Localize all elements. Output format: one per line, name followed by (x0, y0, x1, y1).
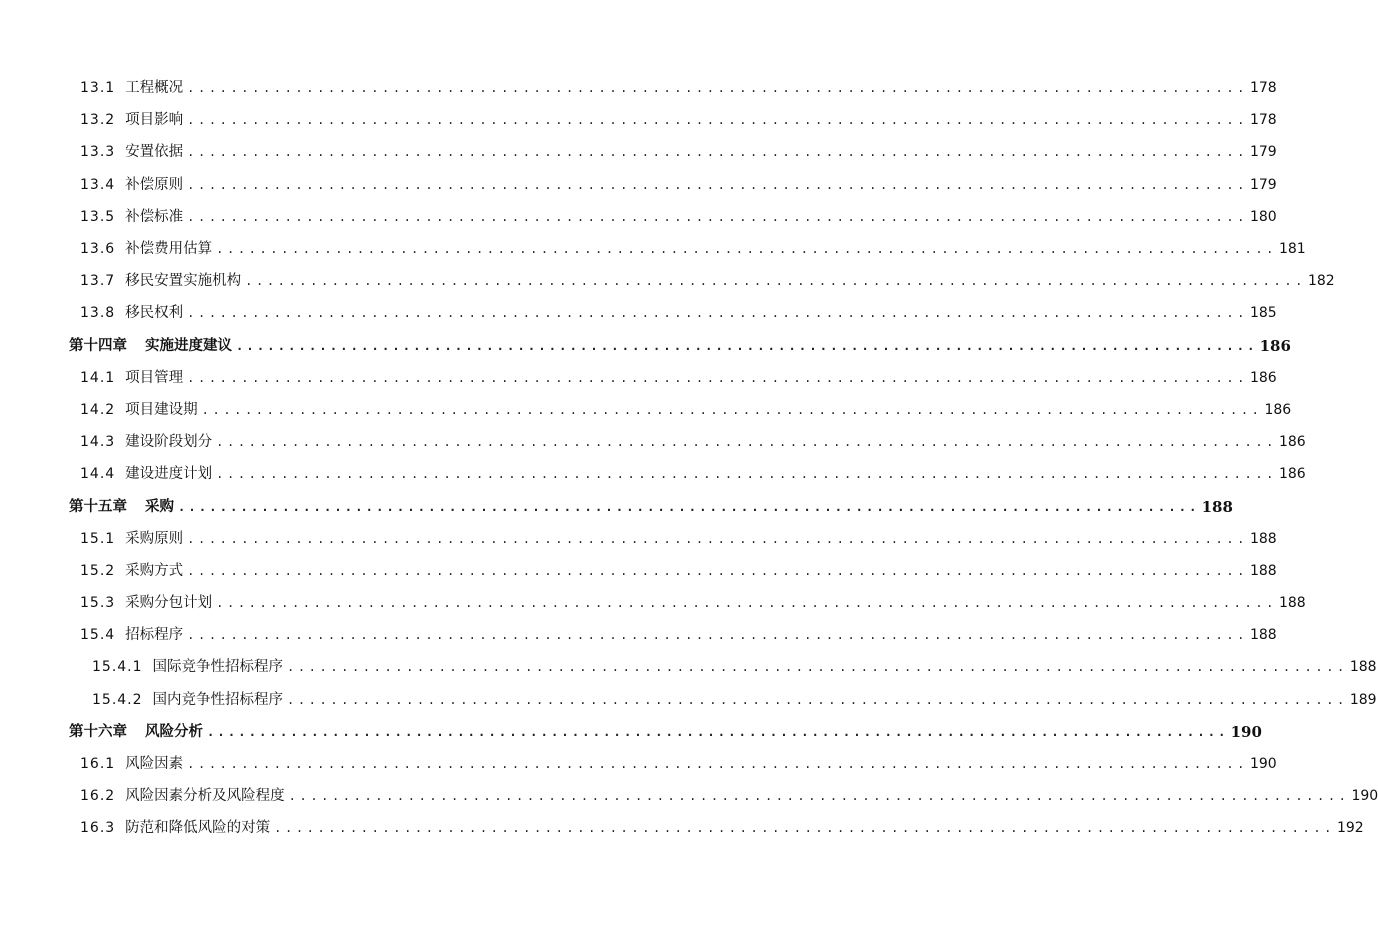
toc-dot-leader: .................................................................................................. (216, 596, 1277, 611)
toc-dot-leader: .................................................................................................. (216, 435, 1277, 450)
toc-entry-page: 188 (1249, 627, 1277, 644)
toc-chapter-page: 188 (1201, 497, 1233, 516)
toc-entry-number: 16.2 (80, 788, 116, 805)
toc-entry-number: 15.1 (80, 530, 116, 547)
toc-chapter-page: 190 (1230, 722, 1262, 741)
toc-dot-leader: .................................................................................................. (245, 274, 1306, 289)
toc-entry-13-1[interactable] (0, 72, 1277, 104)
toc-entry-page: 178 (1249, 112, 1277, 129)
toc-entry-page: 192 (1336, 820, 1364, 837)
toc-dot-leader: .................................................................................................. (216, 242, 1277, 257)
toc-entry-page: 188 (1249, 530, 1277, 547)
toc-entry-page: 179 (1249, 144, 1277, 161)
toc-dot-leader: .................................................................................................. (187, 563, 1248, 578)
toc-entry-title: 移民权利 (125, 305, 184, 322)
toc-entry-16-1[interactable] (0, 748, 1277, 780)
toc-chapter-page: 186 (1259, 336, 1291, 355)
toc-entry-number: 15.2 (80, 562, 116, 579)
toc-dot-leader: .................................................................................................. (187, 177, 1248, 192)
toc-entry-page: 186 (1264, 401, 1292, 418)
toc-entry-title: 补偿原则 (125, 176, 184, 193)
toc-entry-title: 补偿标准 (125, 208, 184, 225)
table-of-contents (0, 72, 1378, 845)
toc-dot-leader: .................................................................................................. (187, 81, 1248, 96)
toc-dot-leader: .................................................................................................. (187, 113, 1248, 128)
toc-entry-page: 186 (1249, 369, 1277, 386)
toc-entry-title: 工程概况 (125, 80, 184, 97)
toc-dot-leader: .................................................................................................. (187, 209, 1248, 224)
toc-dot-leader: .................................................................................................. (187, 757, 1248, 772)
toc-entry-15-4[interactable] (0, 619, 1277, 651)
toc-entry-number: 15.3 (80, 595, 116, 612)
toc-dot-leader: .................................................................................................. (201, 402, 1263, 417)
toc-entry-15-3[interactable] (0, 587, 1306, 619)
toc-entry-page: 181 (1278, 241, 1306, 258)
toc-entry-number: 14.4 (80, 466, 116, 483)
toc-entry-page: 178 (1249, 80, 1277, 97)
toc-dot-leader: .................................................................................................. (216, 467, 1277, 482)
toc-dot-leader: .................................................................................................. (288, 789, 1350, 804)
toc-entry-13-7[interactable] (0, 265, 1335, 297)
toc-entry-page: 188 (1249, 562, 1277, 579)
toc-entry-page: 185 (1249, 305, 1277, 322)
toc-entry-14-2[interactable] (0, 394, 1292, 426)
toc-dot-leader: .................................................................................................. (287, 692, 1348, 707)
toc-dot-leader: .................................................................................................. (236, 338, 1258, 353)
toc-entry-title: 防范和降低风险的对策 (125, 820, 271, 837)
toc-entry-number: 15.4.1 (92, 659, 143, 676)
toc-dot-leader: .................................................................................................. (178, 499, 1200, 514)
toc-entry-page: 186 (1278, 466, 1306, 483)
toc-chapter-16[interactable] (0, 716, 1262, 748)
toc-entry-15-4-1[interactable] (0, 651, 1377, 683)
toc-entry-page: 188 (1278, 595, 1306, 612)
toc-entry-title: 移民安置实施机构 (125, 273, 242, 290)
toc-entry-16-3[interactable] (0, 812, 1364, 844)
toc-entry-page: 189 (1349, 691, 1377, 708)
toc-entry-13-8[interactable] (0, 297, 1277, 329)
toc-entry-15-2[interactable] (0, 555, 1277, 587)
toc-chapter-title: 风险分析 (145, 722, 203, 740)
toc-entry-15-4-2[interactable] (0, 684, 1377, 716)
toc-dot-leader: .................................................................................................. (274, 821, 1335, 836)
toc-chapter-14[interactable] (0, 330, 1291, 362)
toc-chapter-title: 采购 (145, 497, 174, 515)
toc-entry-14-3[interactable] (0, 426, 1306, 458)
toc-entry-13-4[interactable] (0, 169, 1277, 201)
toc-entry-title: 项目影响 (125, 112, 184, 129)
toc-entry-number: 13.2 (80, 112, 116, 129)
toc-entry-number: 15.4 (80, 627, 116, 644)
toc-entry-title: 招标程序 (125, 627, 184, 644)
toc-dot-leader: .................................................................................................. (187, 628, 1248, 643)
toc-entry-15-1[interactable] (0, 523, 1277, 555)
toc-entry-number: 13.4 (80, 176, 116, 193)
toc-entry-number: 16.3 (80, 820, 116, 837)
toc-entry-title: 建设进度计划 (125, 466, 213, 483)
toc-entry-number: 13.1 (80, 80, 116, 97)
toc-dot-leader: .................................................................................................. (187, 370, 1248, 385)
toc-entry-title: 国内竞争性招标程序 (152, 691, 284, 708)
toc-entry-number: 15.4.2 (92, 691, 143, 708)
toc-chapter-15[interactable] (0, 490, 1233, 522)
toc-chapter-number: 第十六章 (69, 722, 127, 740)
toc-entry-page: 190 (1249, 756, 1277, 773)
toc-dot-leader: .................................................................................................. (207, 724, 1229, 739)
toc-entry-14-4[interactable] (0, 458, 1306, 490)
toc-entry-number: 16.1 (80, 756, 116, 773)
toc-entry-13-6[interactable] (0, 233, 1306, 265)
toc-entry-page: 180 (1249, 208, 1277, 225)
toc-entry-title: 项目建设期 (125, 401, 198, 418)
toc-dot-leader: .................................................................................................. (187, 531, 1248, 546)
toc-entry-number: 14.3 (80, 434, 116, 451)
toc-entry-page: 179 (1249, 176, 1277, 193)
toc-dot-leader: .................................................................................................. (287, 660, 1348, 675)
toc-chapter-number: 第十四章 (69, 336, 127, 354)
toc-entry-number: 13.8 (80, 305, 116, 322)
toc-entry-13-5[interactable] (0, 201, 1277, 233)
toc-entry-13-2[interactable] (0, 104, 1277, 136)
toc-chapter-number: 第十五章 (69, 497, 127, 515)
toc-entry-number: 14.1 (80, 369, 116, 386)
toc-entry-title: 国际竞争性招标程序 (152, 659, 284, 676)
toc-entry-number: 14.2 (80, 401, 116, 418)
toc-entry-page: 182 (1307, 273, 1335, 290)
toc-entry-title: 补偿费用估算 (125, 241, 213, 258)
toc-entry-number: 13.5 (80, 208, 116, 225)
toc-entry-title: 建设阶段划分 (125, 434, 213, 451)
toc-dot-leader: .................................................................................................. (187, 306, 1248, 321)
toc-entry-number: 13.7 (80, 273, 116, 290)
toc-entry-title: 风险因素分析及风险程度 (125, 788, 285, 805)
toc-entry-page: 186 (1278, 434, 1306, 451)
toc-entry-title: 风险因素 (125, 756, 184, 773)
toc-entry-title: 项目管理 (125, 369, 184, 386)
toc-entry-number: 13.3 (80, 144, 116, 161)
toc-entry-title: 采购原则 (125, 530, 184, 547)
toc-entry-title: 安置依据 (125, 144, 184, 161)
toc-entry-title: 采购方式 (125, 562, 184, 579)
toc-dot-leader: .................................................................................................. (187, 145, 1248, 160)
toc-entry-page: 190 (1351, 788, 1378, 805)
toc-entry-16-2[interactable] (0, 780, 1378, 812)
toc-entry-page: 188 (1349, 659, 1377, 676)
toc-chapter-title: 实施进度建议 (145, 336, 232, 354)
toc-entry-number: 13.6 (80, 241, 116, 258)
toc-entry-title: 采购分包计划 (125, 595, 213, 612)
toc-entry-13-3[interactable] (0, 136, 1277, 168)
toc-entry-14-1[interactable] (0, 362, 1277, 394)
